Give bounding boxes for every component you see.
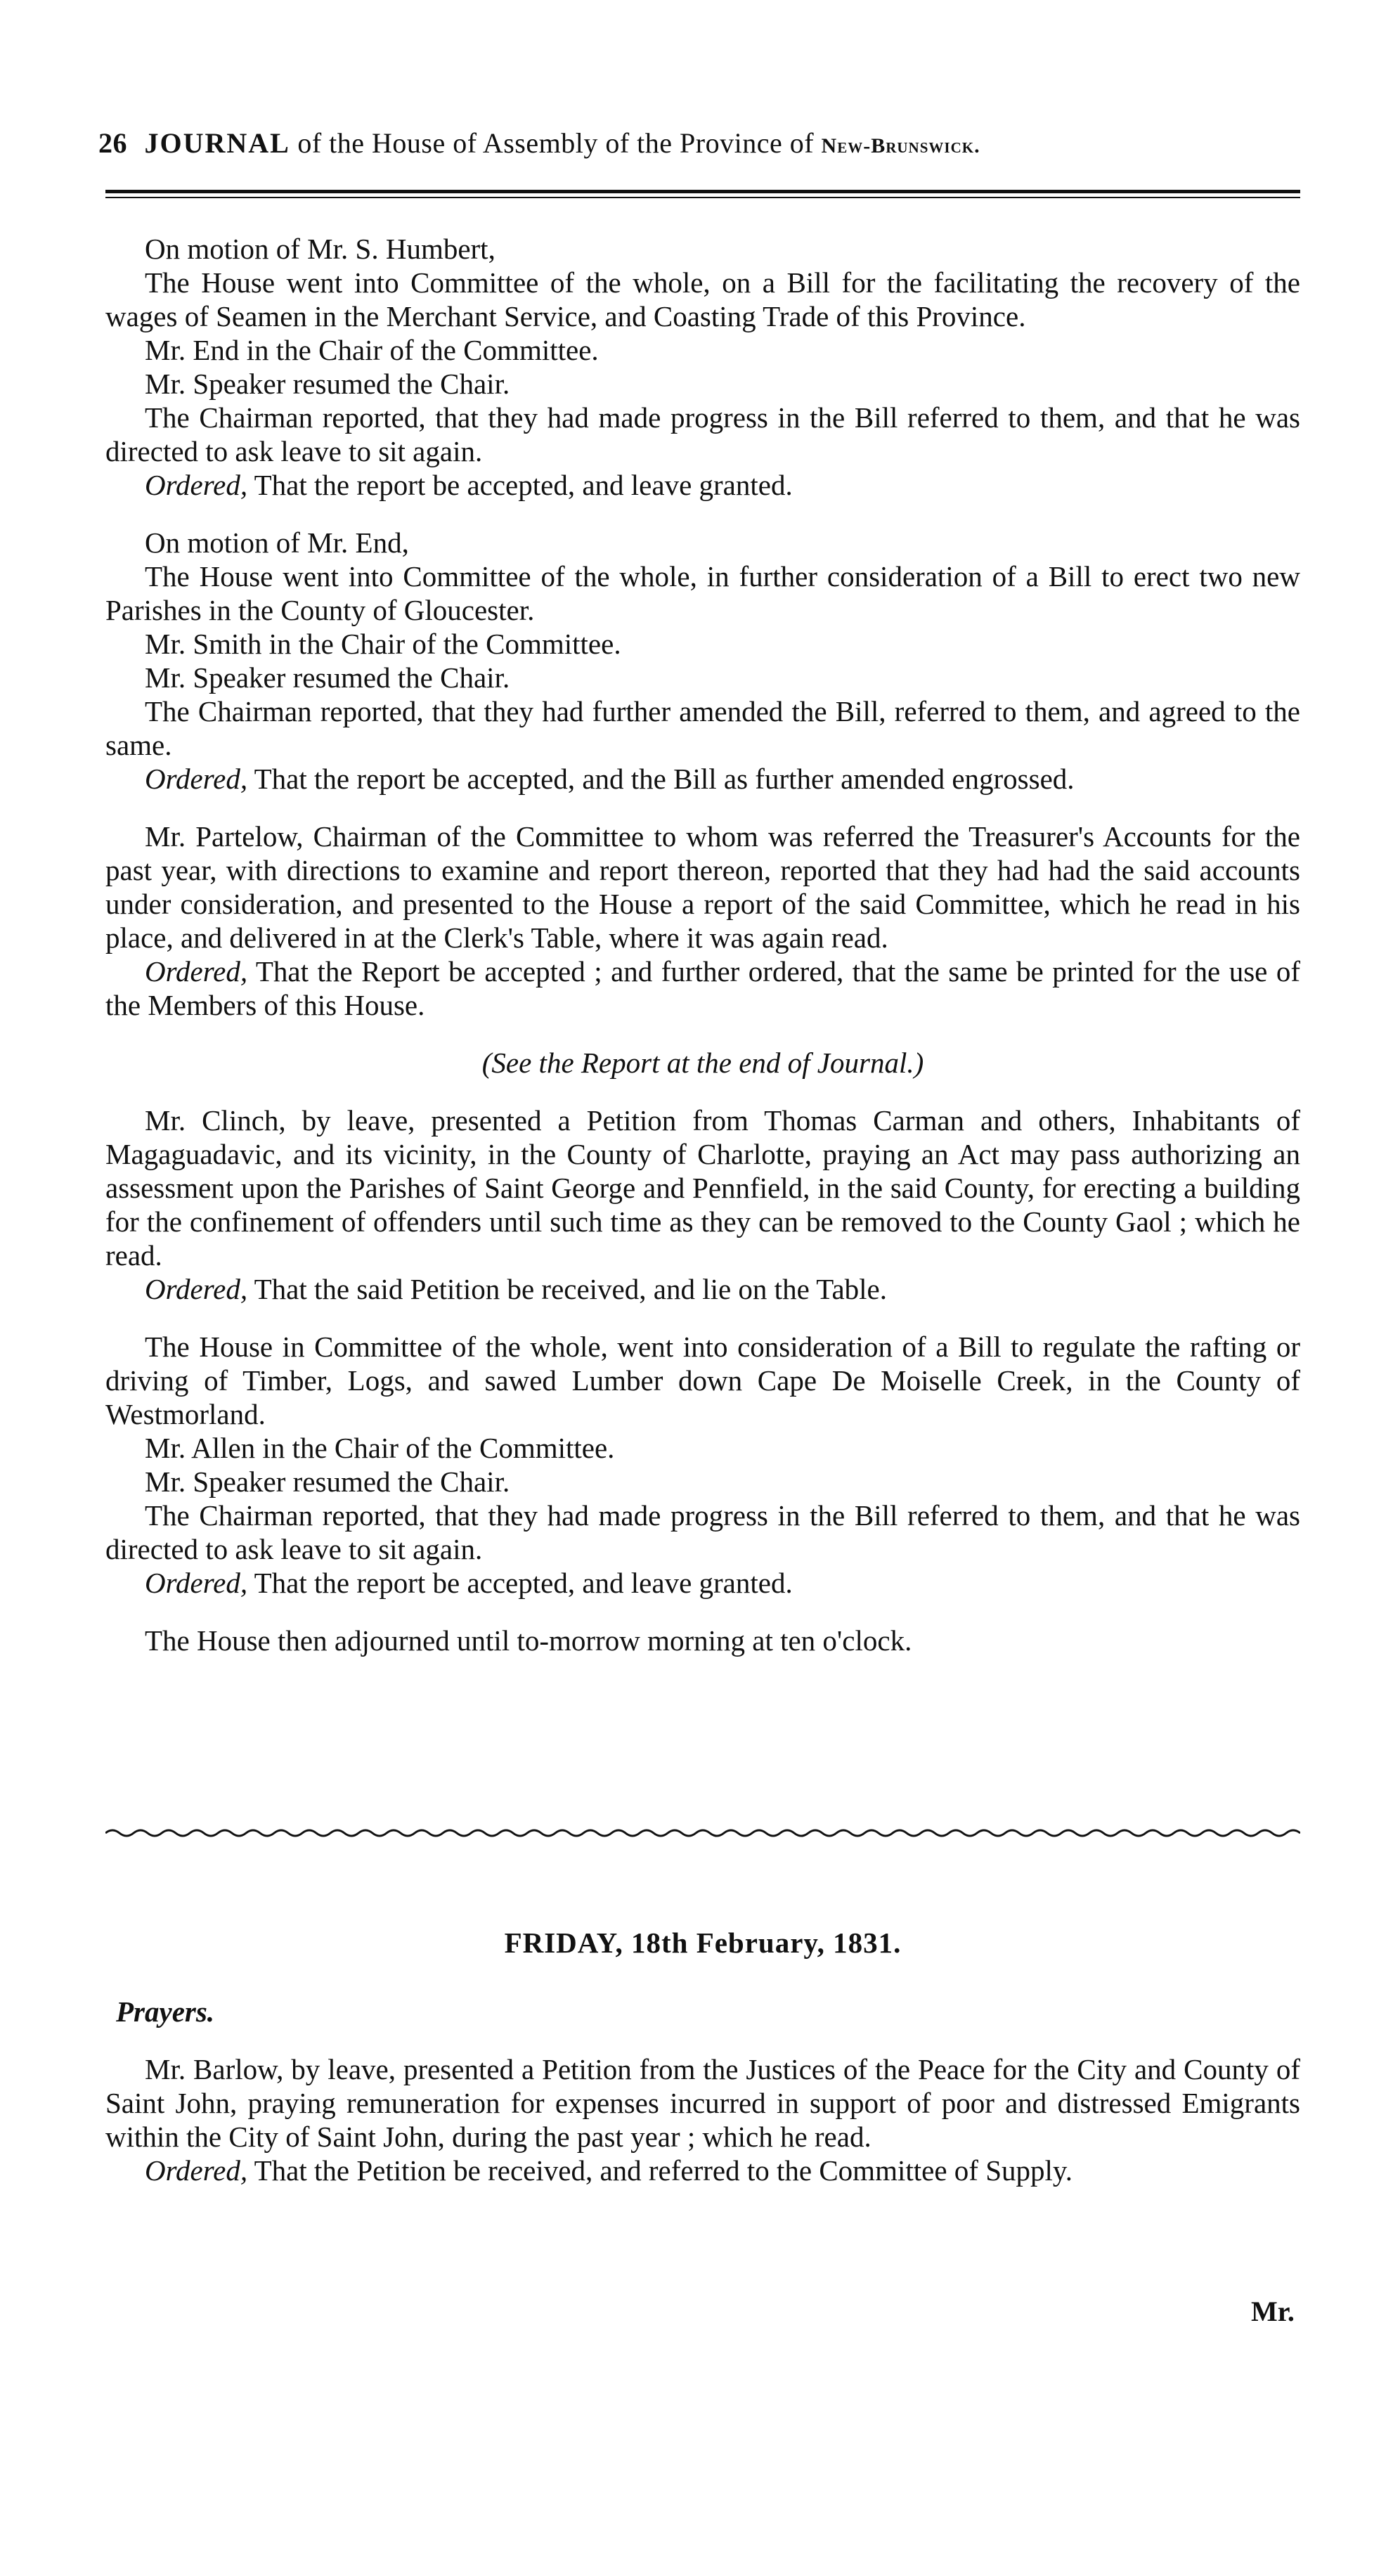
paragraph <box>105 401 1300 468</box>
date-heading <box>105 1926 1300 1960</box>
paragraph <box>105 1431 1300 1465</box>
paragraph <box>105 627 1300 661</box>
section-gap <box>105 1600 1300 1624</box>
section-barlow-petition <box>105 2052 1300 2187</box>
paragraph <box>105 1103 1300 1272</box>
header-province: New-Brunswick. <box>821 134 980 157</box>
ordered-paragraph <box>105 2154 1300 2187</box>
catchword: Mr. <box>1251 2296 1295 2327</box>
section-gap <box>105 502 1300 526</box>
paragraph <box>105 820 1300 954</box>
section-clinch-petition <box>105 1103 1300 1306</box>
paragraph-text: The Chairman reported, that they had further amended the Bill, referred to them, and agreed to the same. <box>105 695 1300 761</box>
paragraph-text: That the Report be accepted ; and further ordered, that the same be printed for the use of the Members of this House. <box>105 955 1300 1021</box>
paragraph-text: On motion of Mr. End, <box>145 526 409 559</box>
ordered-label: Ordered, <box>145 763 248 795</box>
ordered-label: Ordered, <box>145 2154 248 2187</box>
section-humbert-motion <box>105 232 1300 502</box>
ordered-label: Ordered, <box>145 1273 248 1305</box>
paragraph <box>105 367 1300 401</box>
paragraph-text: That the report be accepted, and the Bill as further amended engrossed. <box>247 763 1075 795</box>
separator-wavy-rule <box>105 1827 1300 1839</box>
section-partelow-report <box>105 820 1300 1022</box>
section-end-motion <box>105 526 1300 796</box>
paragraph-text: The Chairman reported, that they had made progress in the Bill referred to them, and that he was directed to ask leave to sit again. <box>105 1499 1300 1565</box>
paragraph-text: Mr. Speaker resumed the Chair. <box>145 368 510 400</box>
paragraph <box>105 232 1300 266</box>
proceedings-body <box>105 232 1300 1657</box>
date-rest: 18th February, 1831. <box>623 1927 902 1959</box>
paragraph-text: Mr. End in the Chair of the Committee. <box>145 334 599 366</box>
header-title-middle: of the House of Assembly of the Province of <box>297 127 815 159</box>
friday-proceedings <box>105 2052 1300 2187</box>
paragraph-text: The House in Committee of the whole, went into consideration of a Bill to regulate the rafting or driving of Timber, Logs, and sawed Lumber down Cape De Moiselle Creek, in the County of Westmorland. <box>105 1331 1300 1430</box>
section-gap <box>105 796 1300 820</box>
paragraph <box>105 1499 1300 1566</box>
page-number: 26 <box>98 127 127 159</box>
see-report-note: (See the Report at the end of Journal.) <box>481 1047 924 1079</box>
paragraph <box>105 266 1300 333</box>
paragraph-text: The House went into Committee of the whole, in further consideration of a Bill to erect two new Parishes in the County of Gloucester. <box>105 560 1300 626</box>
header-rule-thick <box>105 190 1300 193</box>
adjournment: The House then adjourned until to-morrow morning at ten o'clock. <box>145 1624 912 1657</box>
section-gap <box>105 1306 1300 1330</box>
paragraph-text: That the report be accepted, and leave granted. <box>247 469 793 501</box>
paragraph <box>105 559 1300 627</box>
paragraph <box>105 661 1300 694</box>
ordered-label: Ordered, <box>145 1567 248 1599</box>
paragraph <box>105 2052 1300 2154</box>
paragraph-text: That the Petition be received, and referred to the Committee of Supply. <box>247 2154 1073 2187</box>
header-journal: JOURNAL <box>144 127 290 159</box>
paragraph-text: Mr. Speaker resumed the Chair. <box>145 1465 510 1498</box>
paragraph-text: That the report be accepted, and leave granted. <box>247 1567 793 1599</box>
prayers-heading: Prayers. <box>116 1995 215 2028</box>
paragraph <box>105 694 1300 762</box>
ordered-paragraph <box>105 762 1300 796</box>
running-header <box>98 127 1321 169</box>
ordered-label: Ordered, <box>145 955 248 988</box>
paragraph-text: Mr. Allen in the Chair of the Committee. <box>145 1432 615 1464</box>
paragraph-text: The House went into Committee of the whole, on a Bill for the facilitating the recovery of the wages of Seamen in the Merchant Service, and Coasting Trade of this Province. <box>105 266 1300 332</box>
paragraph <box>105 526 1300 559</box>
section-gap <box>105 1080 1300 1103</box>
ordered-paragraph <box>105 468 1300 502</box>
ordered-paragraph <box>105 1566 1300 1600</box>
paragraph-text: Mr. Partelow, Chairman of the Committee to whom was referred the Treasurer's Accounts for the past year, with directions to examine and report thereon, reported that they had had the said accounts under consideration, and presented to the House a report of the said Committee, which he read in his place, and delivered in at the Clerk's Table, where it was again read. <box>105 820 1300 954</box>
paragraph-text: Mr. Smith in the Chair of the Committee. <box>145 628 621 660</box>
paragraph-text: That the said Petition be received, and lie on the Table. <box>247 1273 887 1305</box>
header-rule-thin <box>105 197 1300 198</box>
paragraph <box>105 1465 1300 1499</box>
paragraph-text: The Chairman reported, that they had made progress in the Bill referred to them, and that he was directed to ask leave to sit again. <box>105 401 1300 467</box>
ordered-paragraph <box>105 1272 1300 1306</box>
date-day: FRIDAY, <box>504 1927 623 1959</box>
ordered-paragraph <box>105 954 1300 1022</box>
ordered-label: Ordered, <box>145 469 248 501</box>
paragraph <box>105 333 1300 367</box>
paragraph-text: Mr. Speaker resumed the Chair. <box>145 661 510 694</box>
paragraph <box>105 1330 1300 1431</box>
section-rafting-bill <box>105 1330 1300 1600</box>
paragraph-text: Mr. Clinch, by leave, presented a Petition from Thomas Carman and others, Inhabitants of Magaguadavic, and its vicinity, in the County of Charlotte, praying an Act may pass authorizing an assessment upon the Parishes of Saint George and Pennfield, in the said County, for erecting a building for the confinement of offenders until such time as they can be removed to the County Gaol ; which he read. <box>105 1104 1300 1271</box>
paragraph-text: Mr. Barlow, by leave, presented a Petition from the Justices of the Peace for the City and County of Saint John, praying remuneration for expenses incurred in support of poor and distressed Emigrants within the City of Saint John, during the past year ; which he read. <box>105 2053 1300 2153</box>
paragraph-text: On motion of Mr. S. Humbert, <box>145 233 495 265</box>
section-gap <box>105 1022 1300 1046</box>
